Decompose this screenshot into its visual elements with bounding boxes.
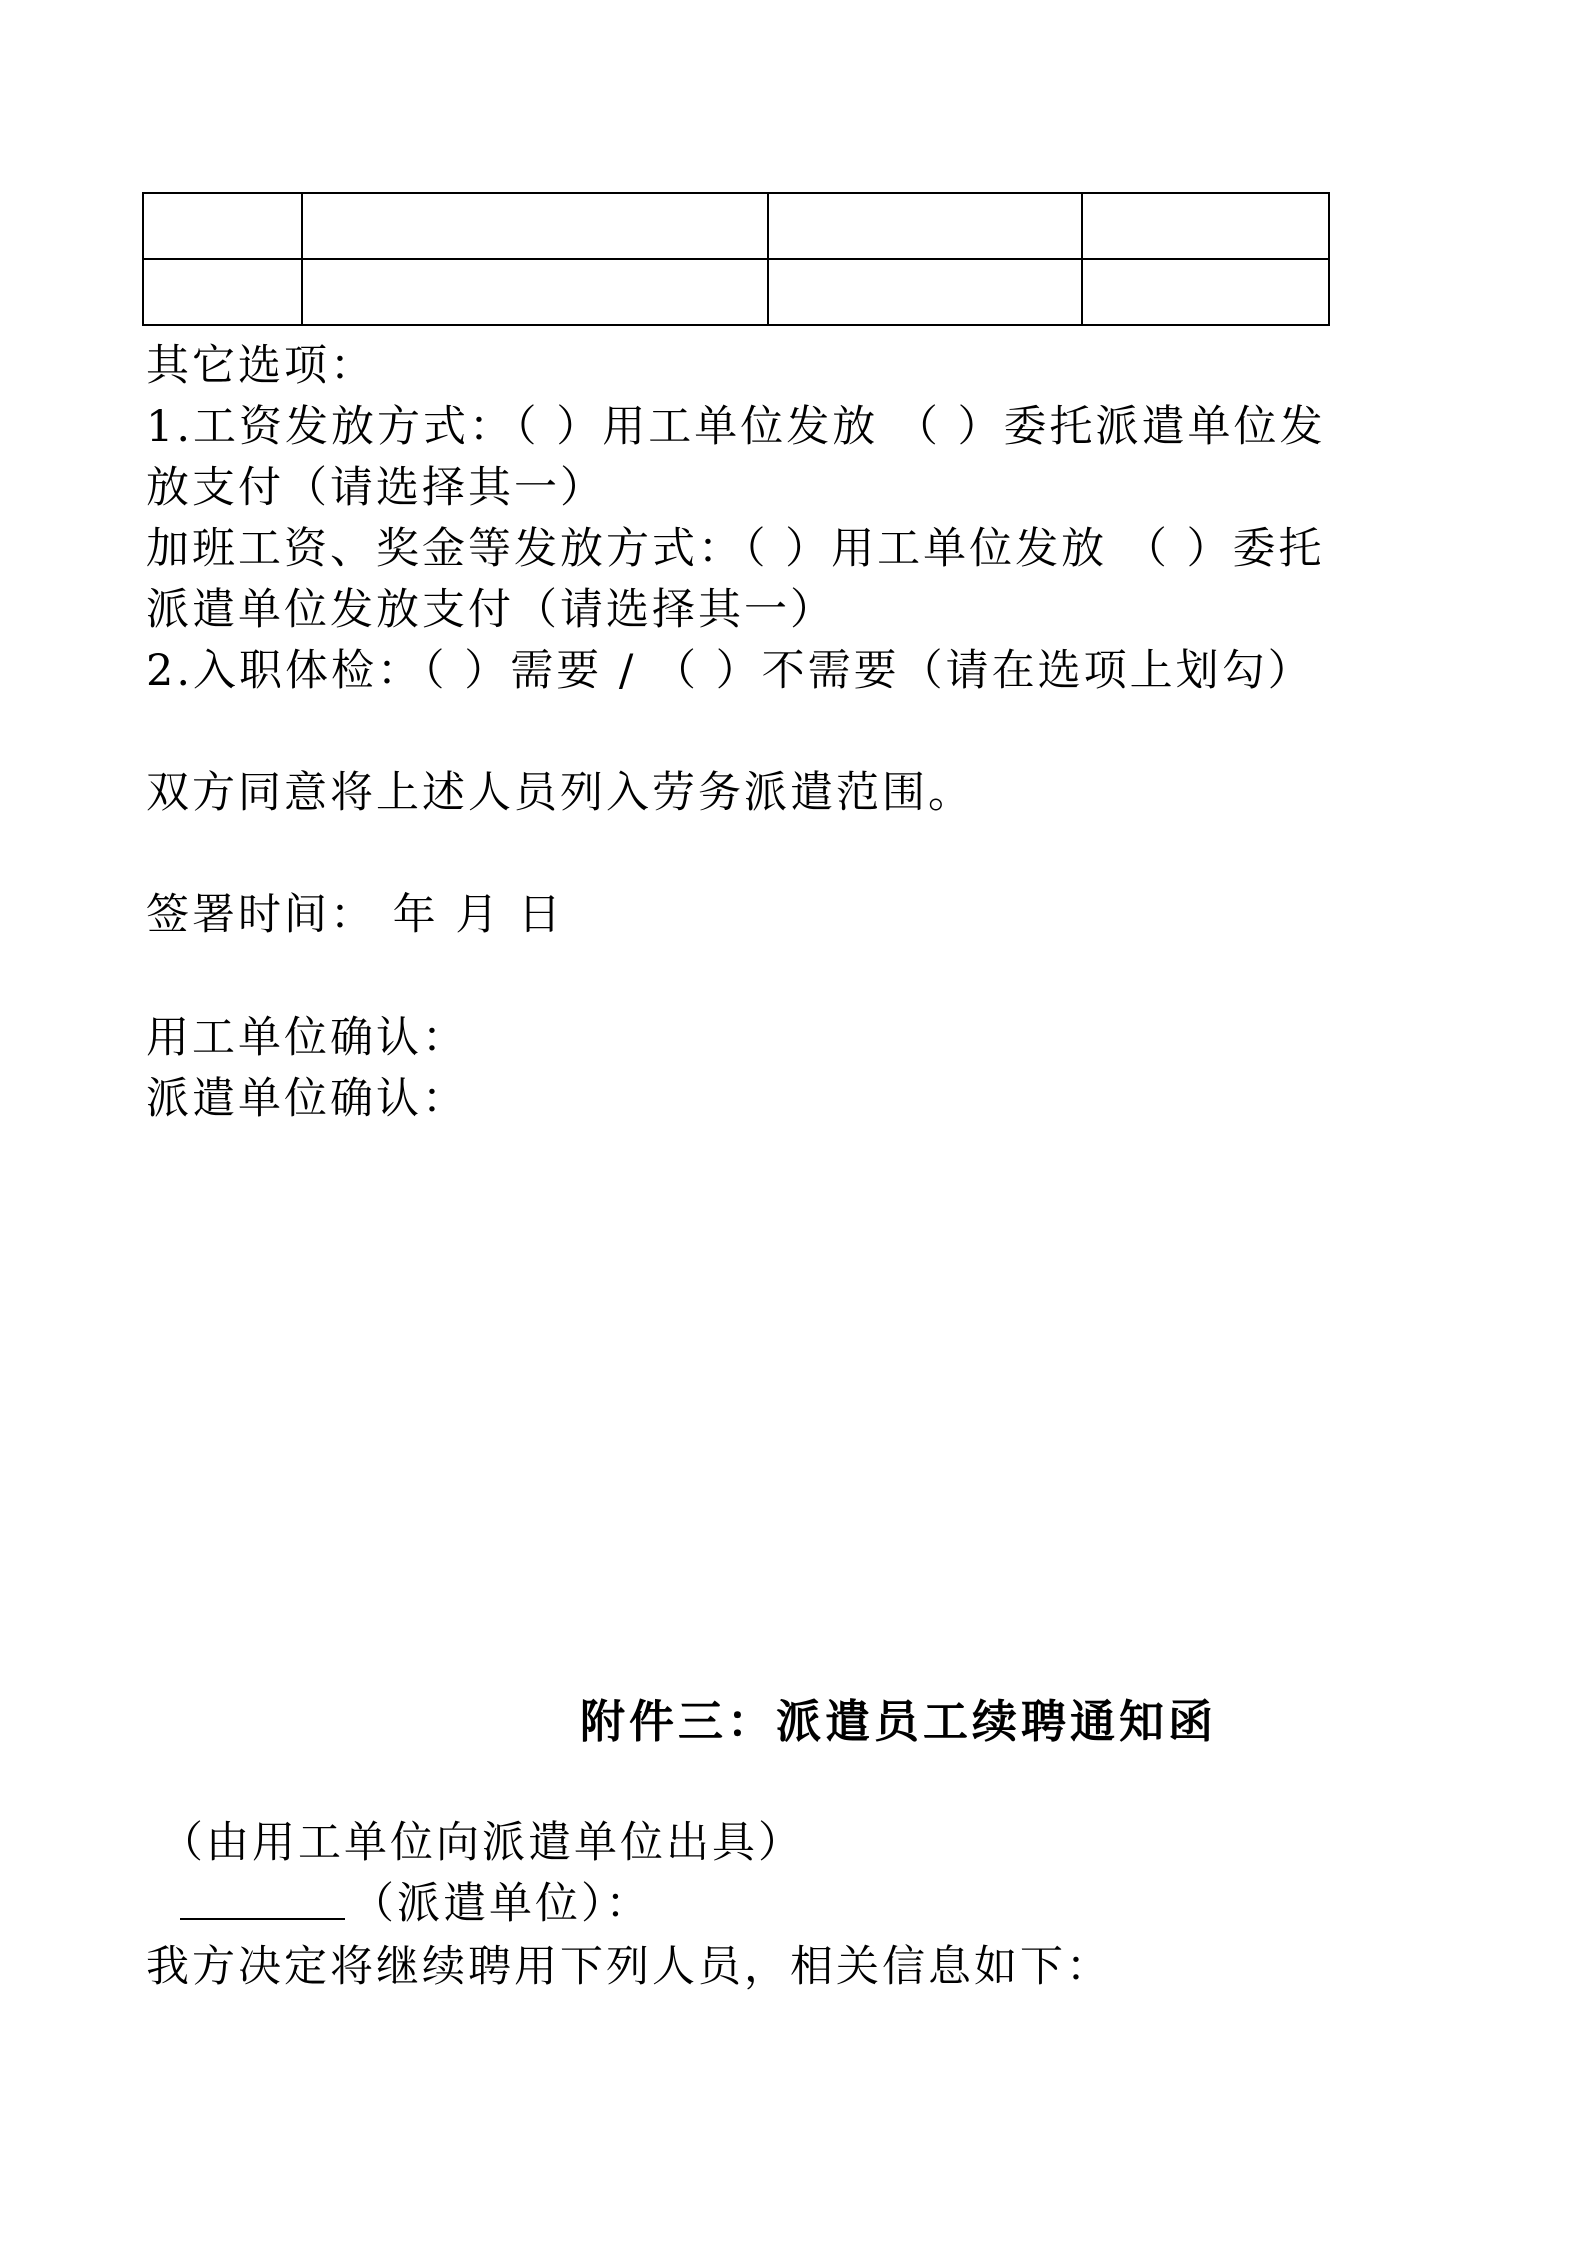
bonus-payment-option: 加班工资、奖金等发放方式：（ ）用工单位发放 （ ）委托 xyxy=(146,524,1325,574)
table-cell xyxy=(1082,193,1329,259)
signing-date: 签署时间： 年 月 日 xyxy=(146,890,565,940)
notice-body: 我方决定将继续聘用下列人员，相关信息如下： xyxy=(146,1942,1112,1992)
table-cell xyxy=(768,193,1082,259)
table-cell xyxy=(768,259,1082,325)
table-cell xyxy=(1082,259,1329,325)
issuer-note: （由用工单位向派遣单位出具） xyxy=(160,1818,804,1868)
table-row xyxy=(143,259,1329,325)
employer-confirmation: 用工单位确认： xyxy=(146,1013,468,1063)
salary-payment-option: 1.工资发放方式：（ ）用工单位发放 （ ）委托派遣单位发 xyxy=(146,402,1326,452)
addressee-suffix: （派遣单位）： xyxy=(351,1879,652,1929)
bonus-payment-option-cont: 派遣单位发放支付（请选择其一） xyxy=(146,585,836,635)
addressee-line xyxy=(180,1874,1480,1935)
table-cell xyxy=(143,193,302,259)
agreement-statement: 双方同意将上述人员列入劳务派遣范围。 xyxy=(146,768,974,818)
options-heading: 其它选项： xyxy=(146,341,376,391)
addressee-blank xyxy=(180,1874,345,1920)
table-cell xyxy=(143,259,302,325)
table-row xyxy=(143,193,1329,259)
table-cell xyxy=(302,193,768,259)
medical-check-option: 2.入职体检：（ ）需要 / （ ）不需要（请在选项上划勾） xyxy=(146,646,1314,696)
attachment-title: 附件三：派遣员工续聘通知函 xyxy=(580,1695,1218,1748)
table-cell xyxy=(302,259,768,325)
dispatcher-confirmation: 派遣单位确认： xyxy=(146,1074,468,1124)
personnel-table xyxy=(142,192,1330,326)
salary-payment-option-cont: 放支付（请选择其一） xyxy=(146,463,606,513)
